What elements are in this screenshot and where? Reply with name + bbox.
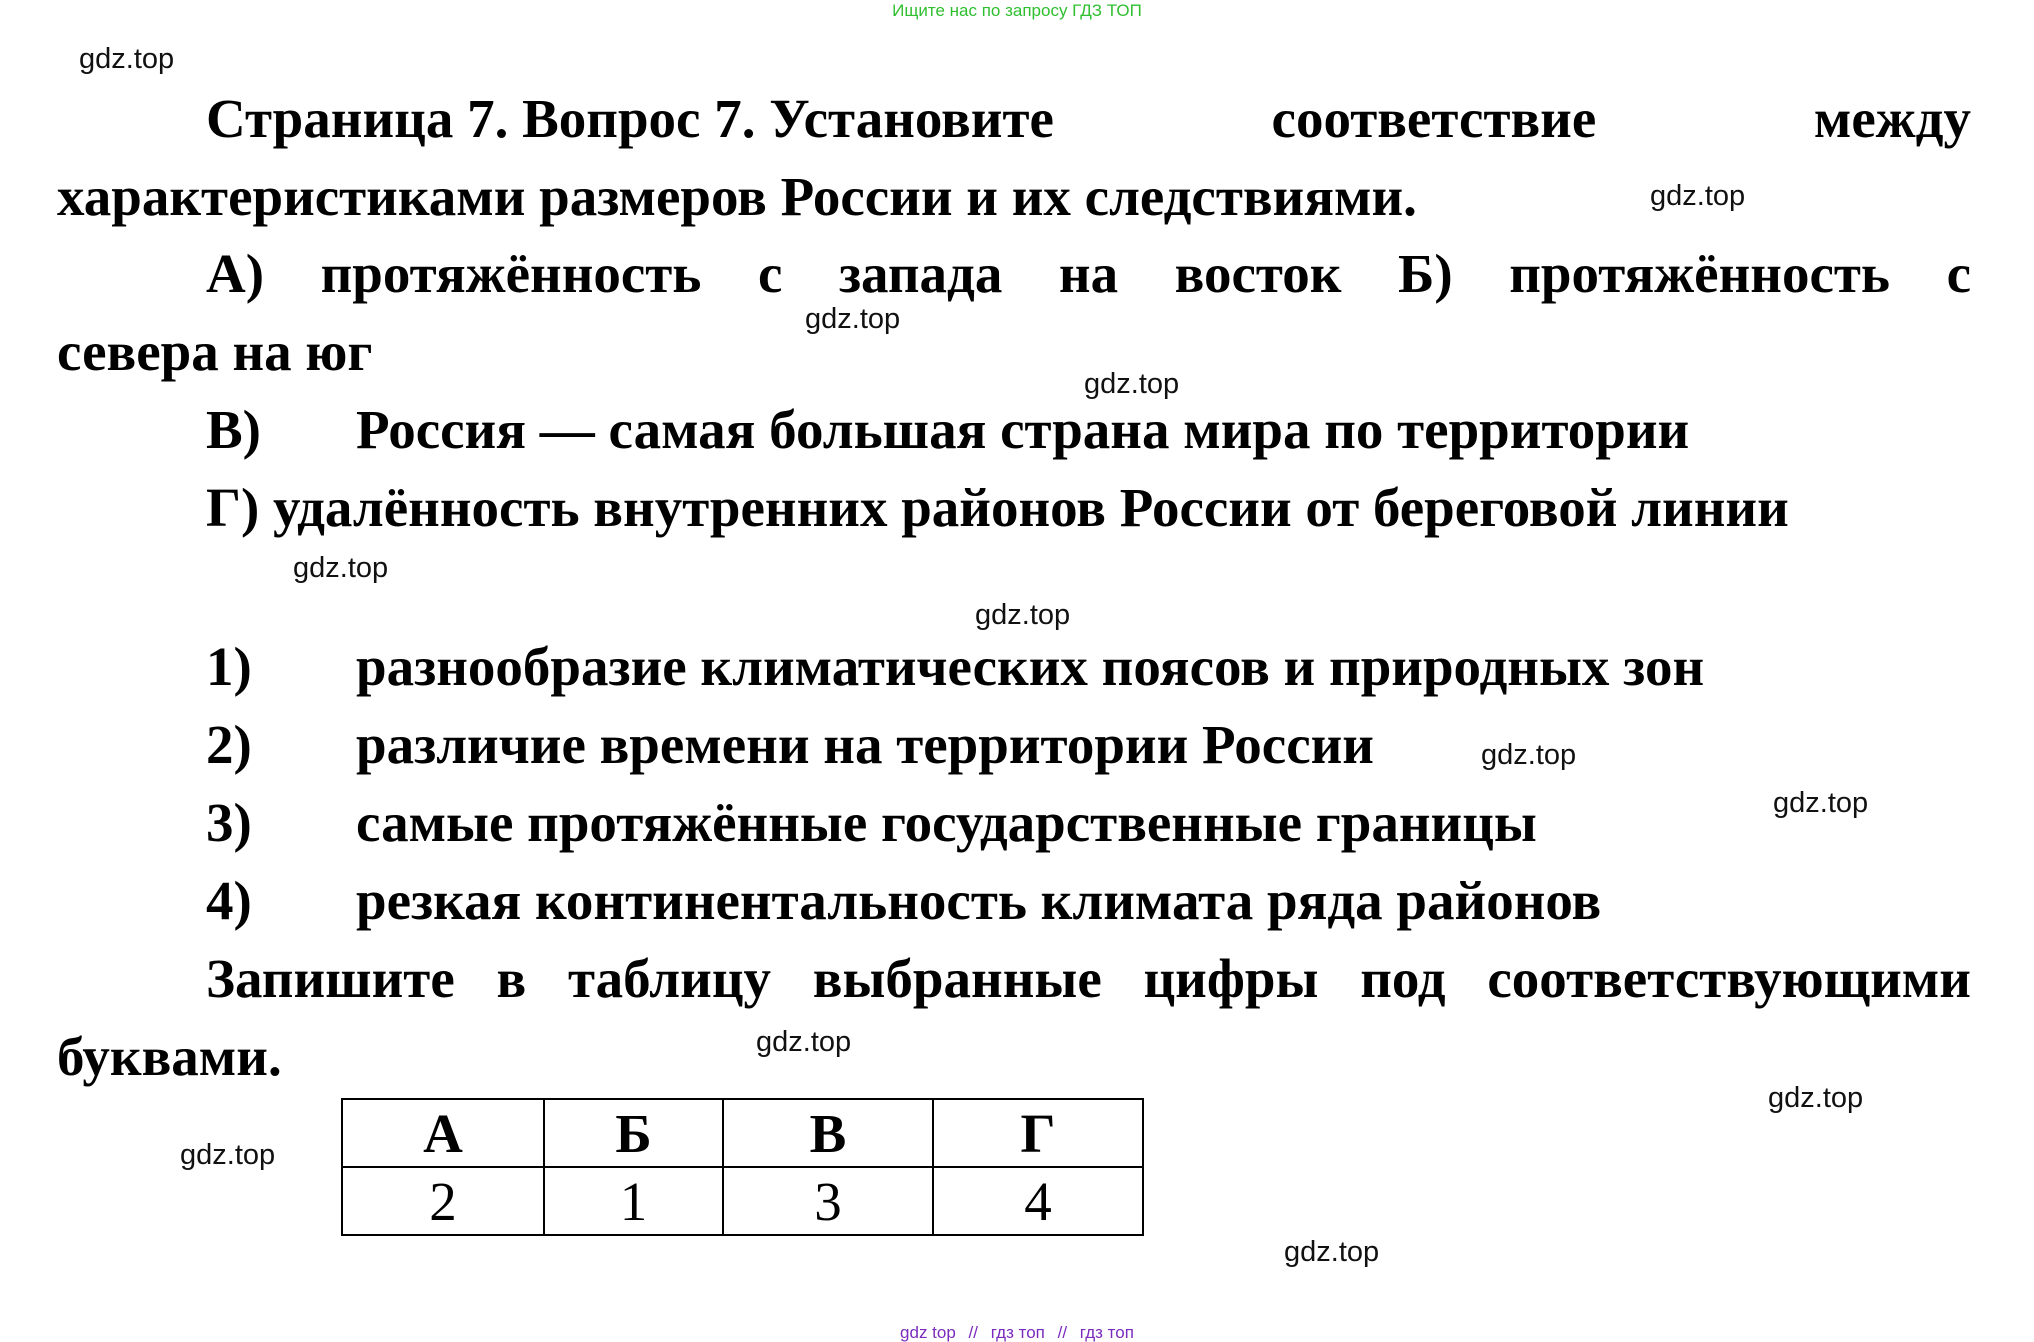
item-v-label: В) bbox=[206, 399, 261, 460]
watermark: gdz.top bbox=[180, 1139, 276, 1171]
question-title-line: Страница 7. Вопрос 7. Установите соответствие между bbox=[206, 88, 1971, 149]
footer-link[interactable]: gdz top bbox=[900, 1323, 956, 1342]
answer-value-cell: 3 bbox=[723, 1167, 933, 1235]
item-v-text: Россия — самая большая страна мира по территории bbox=[356, 399, 1690, 460]
watermark: gdz.top bbox=[1284, 1236, 1380, 1268]
option-number: 3) bbox=[206, 792, 252, 853]
watermark: gdz.top bbox=[1773, 787, 1869, 819]
answer-table bbox=[341, 1098, 1144, 1236]
watermark: gdz.top bbox=[79, 43, 175, 75]
option-text: резкая континентальность климата ряда районов bbox=[356, 870, 1602, 931]
option-number: 4) bbox=[206, 870, 252, 931]
watermark: gdz.top bbox=[805, 303, 901, 335]
answer-header-cell: А bbox=[342, 1099, 544, 1167]
option-text: различие времени на территории России bbox=[356, 714, 1374, 775]
instruction-line-2: буквами. bbox=[57, 1026, 282, 1087]
answer-value-cell: 2 bbox=[342, 1167, 544, 1235]
footer-link[interactable]: гдз топ bbox=[990, 1323, 1045, 1342]
watermark: gdz.top bbox=[975, 599, 1071, 631]
watermark: gdz.top bbox=[756, 1026, 852, 1058]
watermark: gdz.top bbox=[1481, 739, 1577, 771]
option-number: 2) bbox=[206, 714, 252, 775]
answer-header-cell: Б bbox=[544, 1099, 723, 1167]
option-text: разнообразие климатических поясов и природных зон bbox=[356, 636, 1705, 697]
search-banner[interactable] bbox=[0, 0, 2034, 22]
watermark: gdz.top bbox=[1650, 180, 1746, 212]
watermark: gdz.top bbox=[1084, 368, 1180, 400]
banner-text[interactable]: Ищите нас по запросу ГДЗ ТОП bbox=[892, 1, 1142, 20]
answer-value-cell: 1 bbox=[544, 1167, 723, 1235]
watermark: gdz.top bbox=[293, 552, 389, 584]
instruction-line: Запишите в таблицу выбранные цифры под соответствующими bbox=[206, 948, 1971, 1009]
footer-separator: // bbox=[1057, 1323, 1068, 1342]
watermark: gdz.top bbox=[1768, 1082, 1864, 1114]
answer-value-cell: 4 bbox=[933, 1167, 1143, 1235]
answer-header-cell: Г bbox=[933, 1099, 1143, 1167]
option-text: самые протяжённые государственные границы bbox=[356, 792, 1537, 853]
answer-table-value-row bbox=[342, 1167, 1143, 1235]
item-a-line: А) протяжённость с запада на восток Б) протяжённость с bbox=[206, 243, 1971, 304]
item-b-continuation: севера на юг bbox=[57, 321, 373, 382]
option-number: 1) bbox=[206, 636, 252, 697]
footer-link[interactable]: гдз топ bbox=[1079, 1323, 1134, 1342]
footer-separator: // bbox=[968, 1323, 978, 1342]
question-title-line-2: характеристиками размеров России и их следствиями. bbox=[57, 166, 1417, 227]
item-g: Г) удалённость внутренних районов России от береговой линии bbox=[206, 477, 1789, 538]
footer-links bbox=[0, 1325, 2034, 1340]
answer-header-cell: В bbox=[723, 1099, 933, 1167]
answer-table-header-row bbox=[342, 1099, 1143, 1167]
